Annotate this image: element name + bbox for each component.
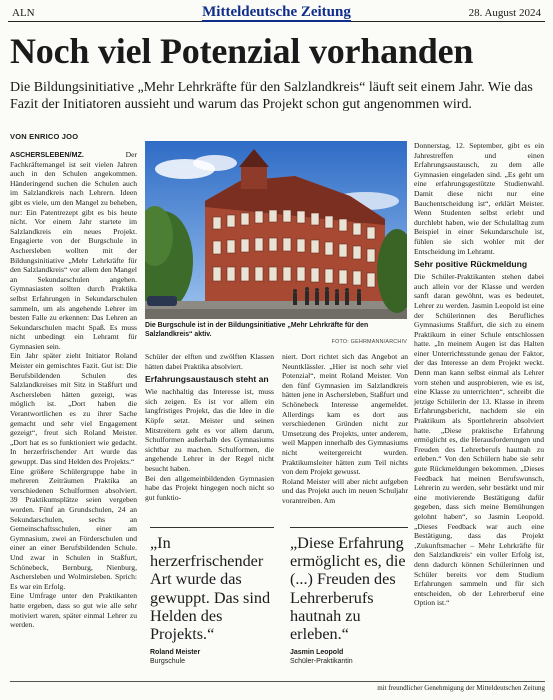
issue-date: 28. August 2024 xyxy=(468,7,541,19)
pull-quote-1 xyxy=(150,534,275,666)
paragraph: Ein Jahr später zieht Initiator Roland Meister ein gemischtes Fazit. Gut ist: Die Berufsbildenden Schulen des Salzlandkreises mit Sitz in Staßfurt und Aschersleben hätten gezeigt, was möglich ist. „Dort haben die Verantwortlichen es zu ihrer Sache gemacht und sehr viel Engagement gezeigt“, freut sich Roland Meister. „Dort hat es so funktioniert wie gedacht. In herzerfrischender Art wurde das gewuppt. Das sind Helden des Projekts.“ xyxy=(10,351,137,466)
subheading: Sehr positive Rückmeldung xyxy=(414,259,528,270)
byline: VON ENRICO JOO xyxy=(10,132,79,141)
quote-rule xyxy=(150,527,274,528)
photo-caption: Die Burgschule ist in der Bildungsinitiative „Mehr Lehrkräfte für den Salzlandkreis“ aktiv. FOTO: GEHRMANN/ARCHIV xyxy=(145,322,407,346)
article-column-3 xyxy=(282,352,408,506)
headline: Noch viel Potenzial vorhanden xyxy=(10,31,474,71)
quote-attribution: Jasmin Leopold Schüler-Praktikantin xyxy=(290,649,353,665)
lead-paragraph: Die Bildungsinitiative „Mehr Lehrkräfte für den Salzlandkreis“ läuft seit einem Jahr. Wie das Fazit der Initiatoren aussieht und warum das Projekt schon gut angenommen wird. xyxy=(10,80,533,112)
masthead xyxy=(8,4,545,22)
paragraph: Roland Meister will aber nicht aufgeben und das Projekt auch im neuen Schuljahr vorantreiben. Am xyxy=(282,476,408,505)
paragraph: niert. Dort richtet sich das Angebot an Neuntklässler. „Hier ist noch sehr viel Potenzial“, meint Roland Meister. Von den fünf Gymnasien im Salzlandkreis hätten jene in Aschersleben, Staßfurt und Schönebeck Interesse angemeldet. Allerdings kam es dort aus verschiedenen Gründen nicht zur Umsetzung des Projekts, unter anderem, weil Mappen innerhalb des Gymnasiums nicht weitergereicht wurden. Praktikumsleiter hätten zum Teil nichts von dem Projekt gewusst. xyxy=(282,352,408,477)
quote-text: „In herzerfrischender Art wurde das gewuppt. Das sind Helden des Projekts.“ xyxy=(150,534,271,644)
reprint-notice: mit freundlicher Genehmigung der Mitteldeutschen Zeitung xyxy=(10,681,545,693)
pull-quote-2 xyxy=(290,534,408,666)
paragraph: Eine größere Schülergruppe habe in mehreren Zeiträumen Praktika an verschiedenen Schulformen absolviert. 39 Praktikumsplätze seien vergeben worden. Fünf an Grundschulen, 24 an Sekundarschulen, sechs an Gemeinschaftsschulen, einer am Gymnasium, zwei an Förderschulen und einer an einer Berufsbildenden Schule. Und zwar in Schulen in Staßfurt, Schönebeck, Bernburg, Nienburg, Aschersleben und Wolmirsleben. Sprich: Es war ein Erfolg. xyxy=(10,466,137,591)
edition-label: ALN xyxy=(12,7,35,19)
dateline: ASCHERSLEBEN/MZ. xyxy=(10,150,84,159)
article-column-4 xyxy=(414,141,544,608)
school-building-photo xyxy=(145,141,407,319)
article-column-2 xyxy=(145,352,274,502)
quote-rule xyxy=(290,527,408,528)
subheading: Erfahrungsaustausch steht an xyxy=(145,374,269,385)
photo-credit: FOTO: GEHRMANN/ARCHIV xyxy=(331,339,407,346)
quote-attribution: Roland Meister Burgschule xyxy=(150,649,201,665)
paragraph: Donnerstag, 12. September, gibt es ein Jahrestreffen und einen Erfahrungsaustausch, zu dem alle Gymnasien eingeladen sind. „Es geht um eine erfahrungsgestützte Studienwahl. Damit diese nicht nur eine Bauchentscheidung ist“, erklärt Meister. Wenn Studenten selbst erlebt und durchlebt haben, wie der Schulalltag zum Beispiel in einer Sekundarschule ist, fühlen sie sich wohler mit der Entscheidung im Lehramt. xyxy=(414,141,544,256)
quote-text: „Diese Erfahrung ermöglicht es, die (...) Freuden des Lehrerberufs hautnah zu erleben.“ xyxy=(290,534,406,644)
paragraph: Die Schüler-Praktikanten stehen dabei auch allein vor der Klasse und werden sanft daran gewöhnt, was es bedeutet, Lehrer zu werden. Jasmin Leopold ist eine der Schülerinnen des Berufliches Gymnasiums Staßfurt, die sich zu einem Praktikum in einer Schule entschlossen hatte. „In meinem Augen ist das Halten einer Unterrichtsstunde genau der Faktor, der das Interesse an dem Projekt weckt. Denn man kann selbst einmal als Lehrer vorn stehen und ausprobieren, wie es ist, eine Klasse zu unterrichten“, schreibt die jetzige Schülerin der 13. Klasse in ihrem Erfahrungsbericht, nachdem sie ein Praktikum als Sportlehrerin absolviert hatte. „Diese praktische Erfahrung ermöglicht es, die Herausforderungen und Freuden des Lehrerberufs hautnah zu erleben.“ Von den Schülern habe sie sehr gute Rückmeldungen bekommen. „Dieses Feedback hat meinen Berufswunsch, Lehrerin zu werden, sehr bestärkt und mir eine motivierende Bestätigung dafür gegeben, dass sich meine Bemühungen gelohnt haben“, so Jasmin Leopold. „Dieses Feedback war auch eine Bestätigung, dass das Projekt ‚Zukunftsmacher – Mehr Lehrkräfte für den Salzlandkreis‘ ein voller Erfolg ist, denn dadurch können Schülerinnen und Schüler bereits vor dem Studium Erfahrungen sammeln und für sich entscheiden, ob der Lehrerberuf eine Option ist.“ xyxy=(414,272,544,608)
paragraph: ASCHERSLEBEN/MZ. Der Fachkräftemangel ist seit vielen Jahren auch in den Schulen angekommen. Händeringend suchen die Schulen auch im Salzlandkreis nach Lehrern. Ideen gibt es viele, um den Mangel zu beheben, nur: Ein Patentrezept gibt es bis heute nicht. Vor einem Jahr startete im Salzlandkreis ein neues Projekt. Engagierte von der Burgschule in Aschersleben wollten mit der Bildungsinitiative „Mehr Lehrkräfte für den Salzlandkreis“ vor allem den Mangel an Sekundarschulen angehen. Gymnasiasten sollten durch Praktika selbst Erfahrungen in Sekundarschulen sammeln, um als angehende Lehrer im besten Falle zu erkennen: Das Lehren an Sekundarschulen macht Spaß. Es muss nicht unbedingt ein Lehramt für Gymnasien sein. xyxy=(10,150,137,351)
article-photo xyxy=(145,141,407,319)
newspaper-name[interactable]: Mitteldeutsche Zeitung xyxy=(202,4,351,20)
article-column-1 xyxy=(10,150,137,630)
paragraph: Eine Umfrage unter den Praktikanten hatte ergeben, dass so gut wie alle sehr motiviert waren, später einmal Lehrer zu werden. xyxy=(10,591,137,630)
paragraph: Schüler der elften und zwölften Klassen hätten dabei Praktika absolviert. xyxy=(145,352,274,371)
paragraph: Wie nachhaltig das Interesse ist, muss sich zeigen. Es ist vor allem ein langfristiges Projekt, das die Idee in die Köpfe setzt. Meister und seinen Mitstreitern geht es vor allem darum, Schulformen außerhalb des Gymnasiums sichtbar zu machen. Schulformen, die angehende Lehrer in der Regel nicht besucht haben. xyxy=(145,387,274,473)
paragraph: Bei den allgemeinbildenden Gymnasien habe das Projekt hingegen noch nicht so gut funktio- xyxy=(145,473,274,502)
